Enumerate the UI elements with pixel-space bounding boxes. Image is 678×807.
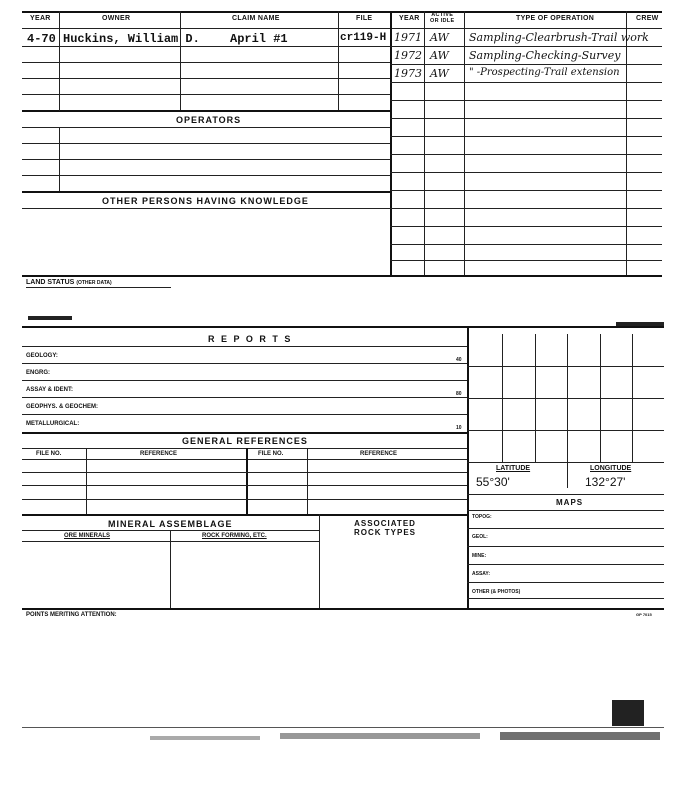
- op3-type: " -Prospecting-Trail extension: [469, 67, 620, 78]
- latitude-label: LATITUDE: [496, 465, 531, 472]
- scan-noise: [500, 732, 660, 740]
- general-references-title: GENERAL REFERENCES: [182, 436, 308, 446]
- operators-title: OPERATORS: [176, 115, 242, 125]
- latitude-value: 55°30': [476, 475, 510, 489]
- reports-title: R E P O R T S: [208, 334, 293, 344]
- record-file: cr119-H: [340, 32, 387, 44]
- land-status-label: LAND STATUS (OTHER DATA): [26, 279, 112, 286]
- points-meriting-attention-label: POINTS MERITING ATTENTION:: [26, 612, 117, 618]
- report-assay-num: 80: [456, 391, 462, 397]
- scan-noise: [280, 733, 480, 739]
- header-type-of-operation: TYPE OF OPERATION: [516, 15, 595, 22]
- op3-year: 1973: [394, 67, 422, 80]
- map-mine: MINE:: [472, 553, 487, 559]
- header-year-ops: YEAR: [399, 15, 420, 22]
- associated-rock-types-title: ASSOCIATED ROCK TYPES: [354, 519, 417, 537]
- report-geophys: GEOPHYS. & GEOCHEM:: [26, 404, 99, 410]
- report-metallurgical: METALLURGICAL:: [26, 421, 80, 427]
- op2-active: AW: [430, 49, 449, 62]
- op1-year: 1971: [394, 31, 422, 44]
- ref-header-reference-2: REFERENCE: [360, 451, 398, 457]
- other-persons-title: OTHER PERSONS HAVING KNOWLEDGE: [102, 196, 309, 206]
- ref-header-file-no-2: FILE NO.: [258, 451, 284, 457]
- ref-header-file-no: FILE NO.: [36, 451, 62, 457]
- map-geol: GEOL:: [472, 534, 488, 540]
- longitude-value: 132°27': [585, 475, 626, 489]
- top-border: [22, 11, 662, 13]
- form-code: GP 7015: [636, 612, 652, 617]
- header-active-idle: ACTIVE OR IDLE: [430, 12, 455, 24]
- report-metallurgical-num: 10: [456, 425, 462, 431]
- report-engrg: ENGRG:: [26, 370, 50, 376]
- op1-active: AW: [430, 31, 449, 44]
- op2-type: Sampling-Checking-Survey: [469, 49, 621, 62]
- op3-active: AW: [430, 67, 449, 80]
- record-claim-name: April #1: [230, 32, 288, 46]
- header-bottom-line: [22, 28, 662, 29]
- rock-forming-header: ROCK FORMING, ETC.: [202, 533, 267, 539]
- ink-block: [612, 700, 644, 726]
- ink-smudge: [28, 316, 72, 320]
- record-owner: Huckins, William D.: [63, 32, 200, 46]
- op2-year: 1972: [394, 49, 422, 62]
- op1-type: Sampling-Clearbrush-Trail work: [469, 31, 649, 44]
- map-other-photos: OTHER (& PHOTOS): [472, 589, 521, 595]
- header-owner: OWNER: [102, 15, 131, 22]
- ref-header-reference: REFERENCE: [140, 451, 178, 457]
- record-year: 4-70: [27, 32, 56, 46]
- ore-minerals-header: ORE MINERALS: [64, 533, 111, 539]
- longitude-label: LONGITUDE: [590, 465, 632, 472]
- maps-title: MAPS: [556, 498, 584, 507]
- map-topog: TOPOG:: [472, 514, 492, 520]
- report-geology-num: 40: [456, 357, 462, 363]
- header-year: YEAR: [30, 15, 51, 22]
- map-assay: ASSAY:: [472, 571, 491, 577]
- report-assay: ASSAY & IDENT:: [26, 387, 74, 393]
- scan-noise: [150, 736, 260, 740]
- header-claim-name: CLAIM NAME: [232, 15, 280, 22]
- report-geology: GEOLOGY:: [26, 353, 58, 359]
- header-crew: CREW: [636, 15, 659, 22]
- header-file: FILE: [356, 15, 373, 22]
- mineral-assemblage-title: MINERAL ASSEMBLAGE: [108, 519, 233, 529]
